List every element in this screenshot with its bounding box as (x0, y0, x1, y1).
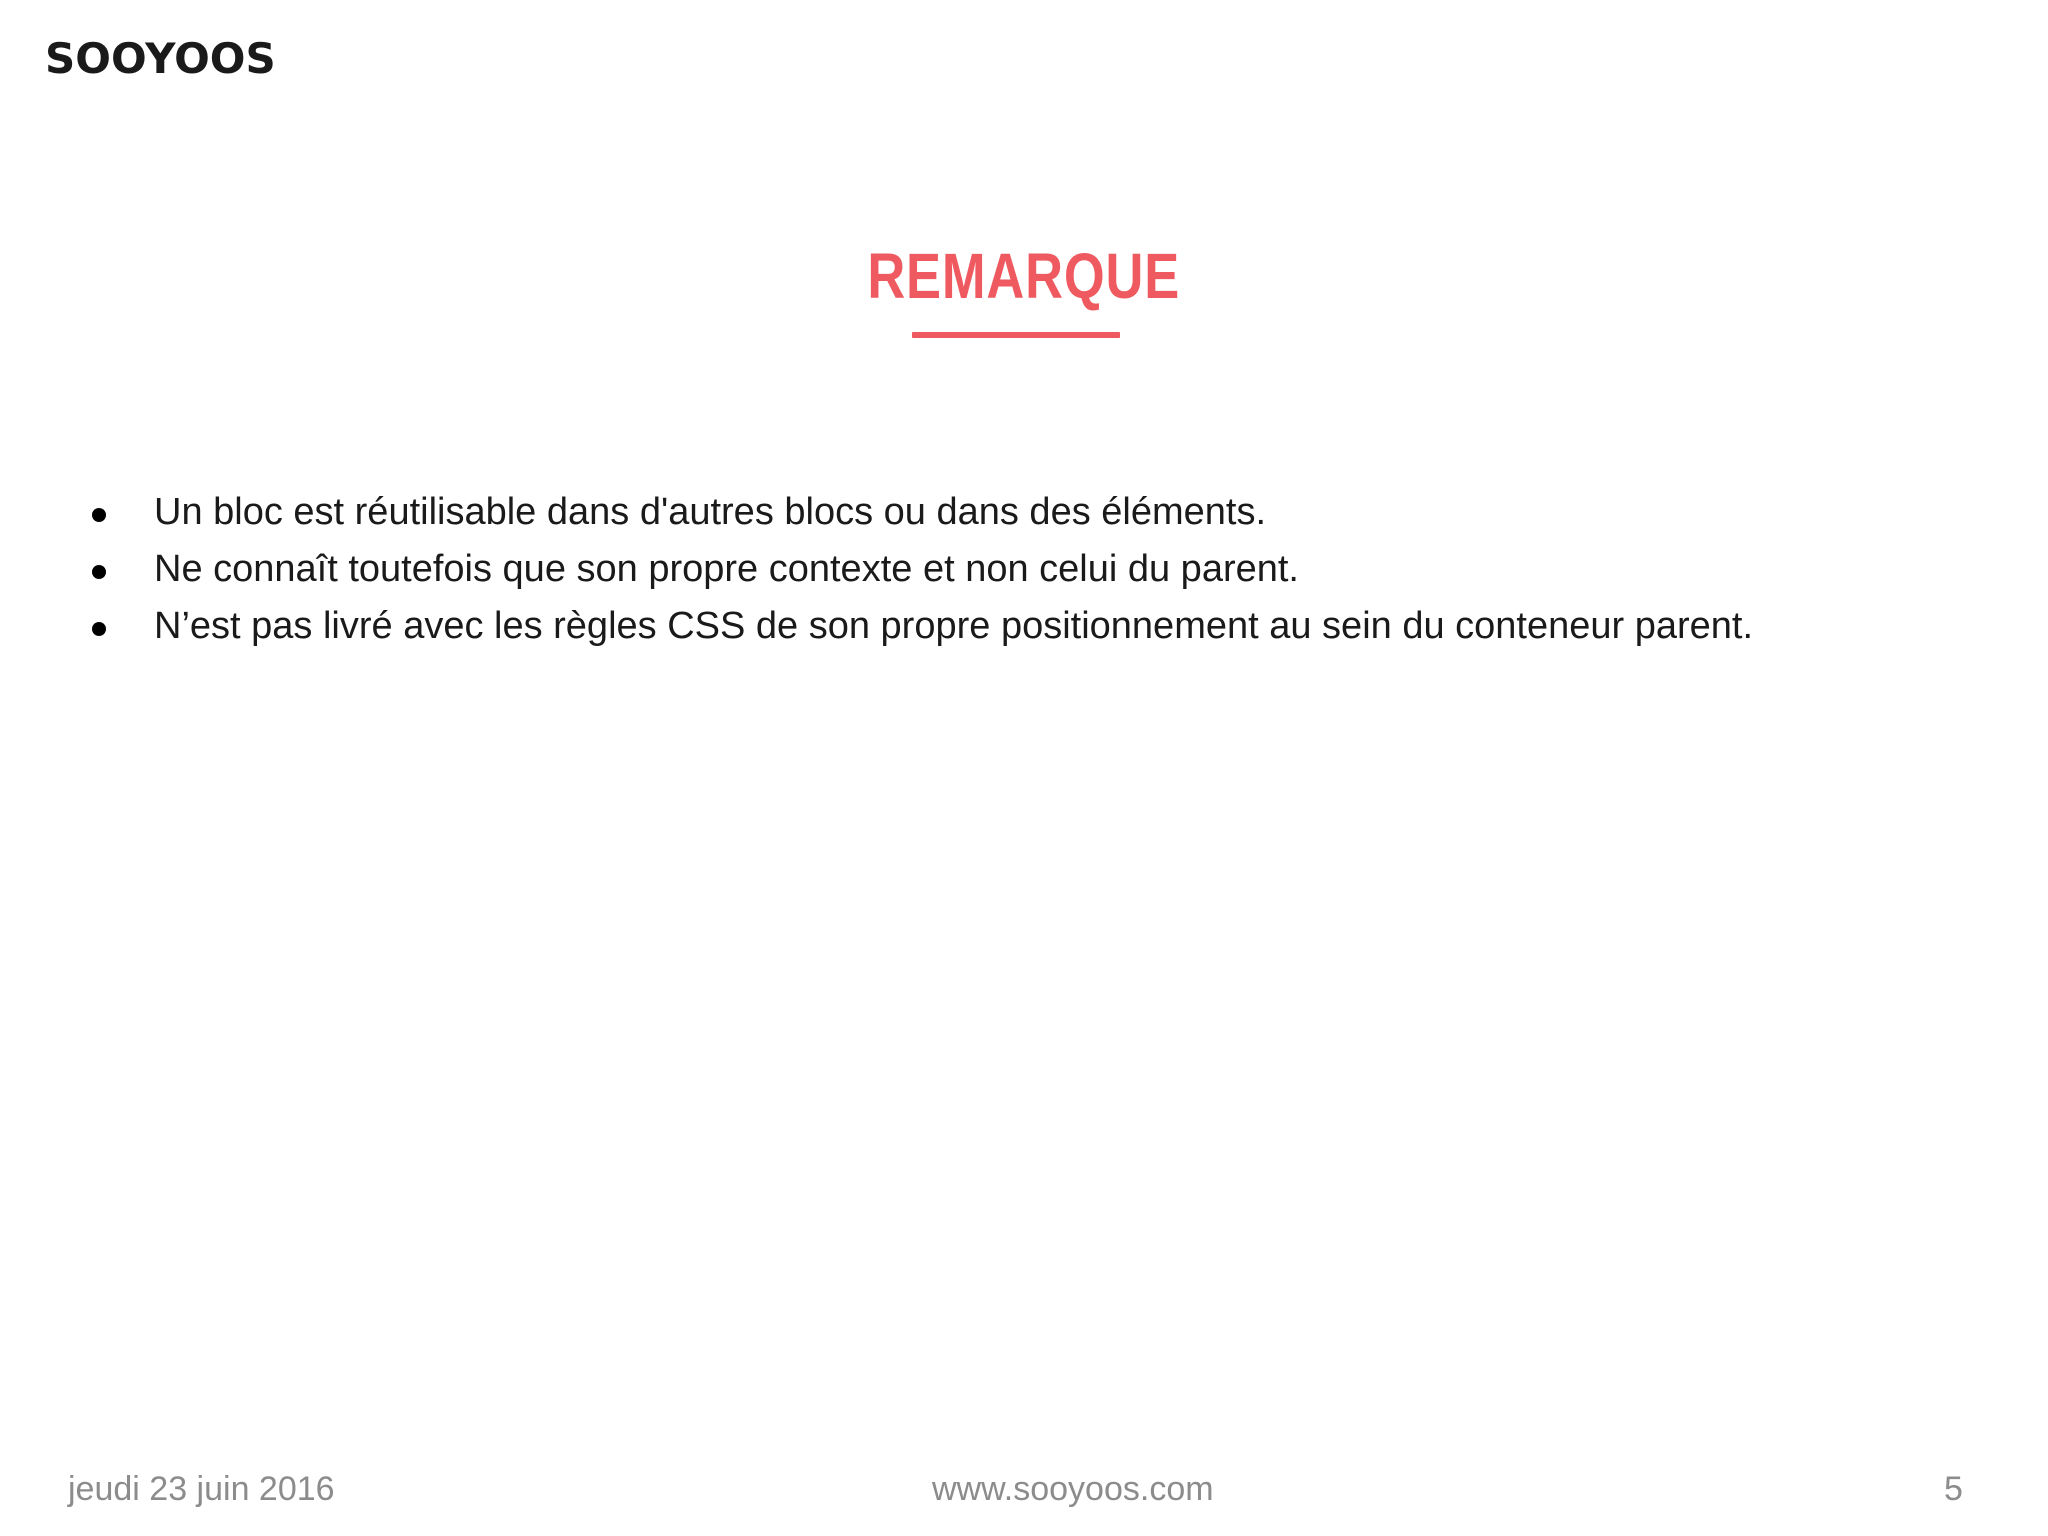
bullet-text: N’est pas livré avec les règles CSS de son propre positionnement au sein du conteneur parent. (154, 605, 1754, 647)
bullet-dot-icon (92, 508, 106, 522)
bullet-dot-icon (92, 622, 106, 636)
title-container (0, 240, 2048, 312)
slide-title: REMARQUE (867, 240, 1181, 312)
bullet-text: Ne connaît toutefois que son propre contexte et non celui du parent. (154, 548, 1299, 590)
bullet-text: Un bloc est réutilisable dans d'autres blocs ou dans des éléments. (154, 491, 1267, 533)
title-underline (912, 332, 1120, 338)
footer-date: jeudi 23 juin 2016 (68, 1470, 335, 1508)
bullet-item (86, 484, 1753, 541)
bullet-dot-icon (92, 565, 106, 579)
bullet-item (86, 541, 1753, 598)
page-number: 5 (1944, 1470, 1963, 1508)
bullet-item (86, 598, 1753, 655)
footer-url: www.sooyoos.com (932, 1470, 1214, 1508)
logo: SOOYOOS (45, 34, 276, 83)
bullet-list (86, 484, 1753, 655)
